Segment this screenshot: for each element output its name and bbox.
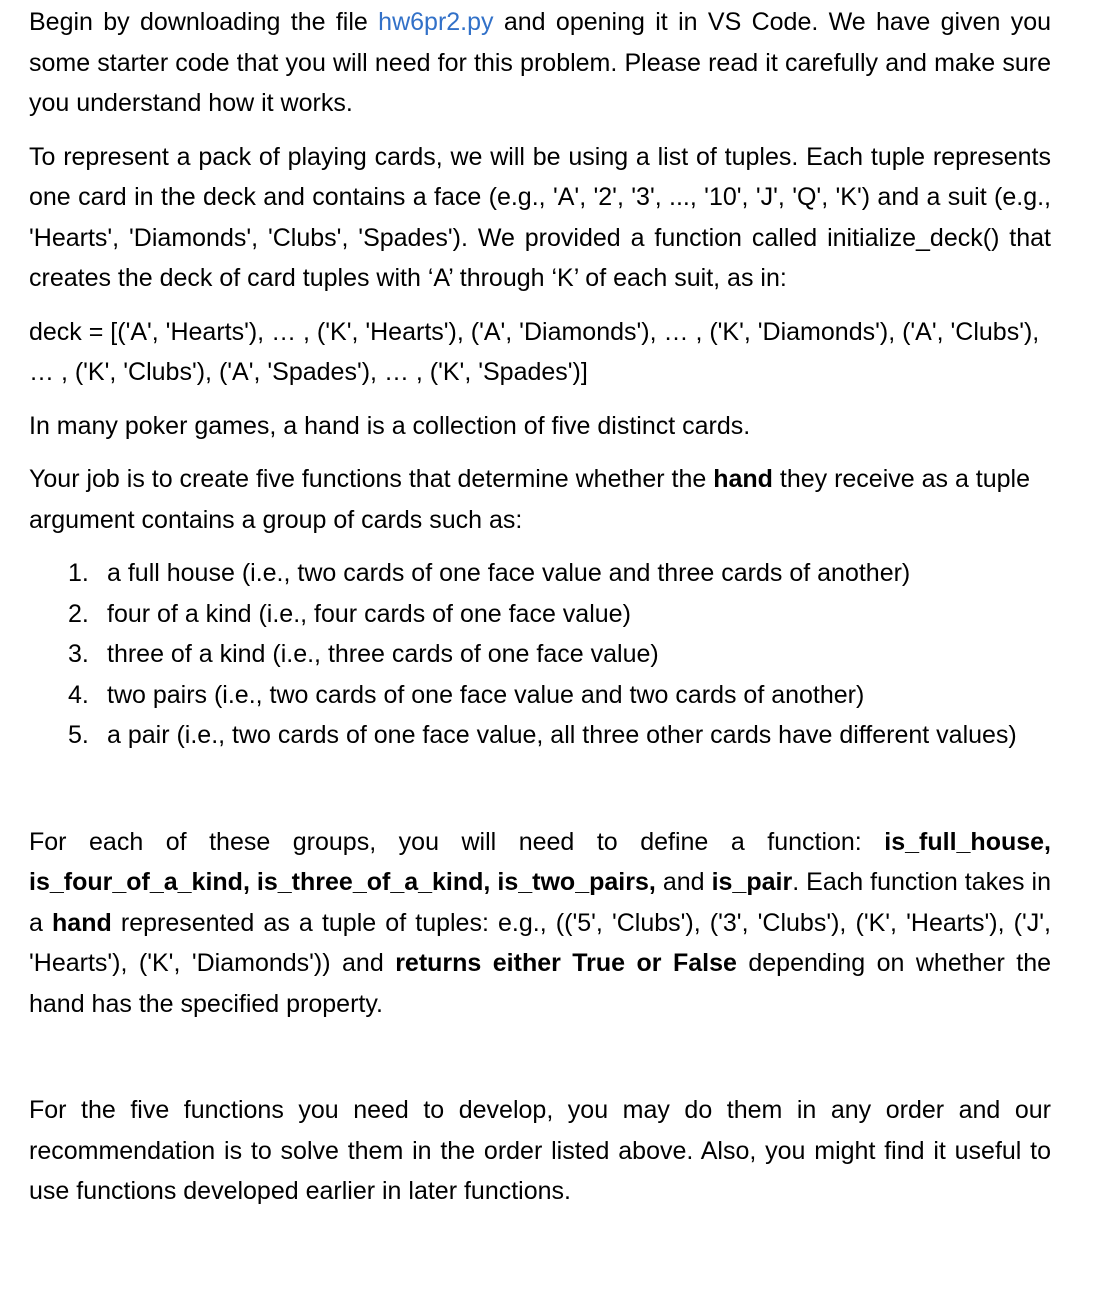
list-item — [29, 675, 1051, 716]
functions-bold-returns: returns either True or False — [395, 949, 737, 977]
intro-paragraph — [29, 2, 1051, 124]
functions-text-5: depending on whether the hand has the specified property. — [29, 949, 1051, 1018]
list-item-number: 4. — [68, 680, 89, 709]
list-item-text: a full house (i.e., two cards of one face value and three cards of another) — [107, 559, 911, 587]
groups-list — [29, 553, 1051, 756]
list-item-number: 1. — [68, 559, 89, 587]
job-text-start: Your job is to create five functions that determine whether the — [29, 465, 714, 493]
functions-bold-is-pair: is_pair — [711, 868, 793, 896]
document-page — [29, 2, 1051, 1212]
representation-paragraph: To represent a pack of playing cards, we will be using a list of tuples. Each tuple represents one card in the deck and contains a face (e.g., 'A', '2', '3', ..., '10', 'J', 'Q', 'K') and a suit (e.g., 'Hearts', 'Diamonds', 'Clubs', 'Spades'). We provided a function called initialize_deck() that creates the deck of card tuples with ‘A’ through ‘K’ of each suit, as in: — [29, 142, 1051, 292]
list-item-text: three of a kind (i.e., three cards of one face value) — [107, 640, 659, 668]
order-paragraph: For the five functions you need to develop, you may do them in any order and our recommendation is to solve them in the order listed above. Also, you might find it useful to use functions developed earlier in later functions. — [29, 1096, 1051, 1205]
functions-bold-hand: hand — [52, 908, 112, 937]
list-item-number: 5. — [68, 721, 89, 749]
functions-bold-names: is_full_house, is_four_of_a_kind, is_three_of_a_kind, is_two_pairs, — [29, 827, 1051, 896]
list-item-text: a pair (i.e., two cards of one face value, all three other cards have different values) — [107, 721, 1017, 749]
poker-hand-paragraph: In many poker games, a hand is a collection of five distinct cards. — [29, 411, 751, 440]
functions-paragraph — [29, 822, 1051, 1025]
list-item — [29, 715, 1051, 756]
list-item-text: two pairs (i.e., two cards of one face value and two cards of another) — [107, 680, 865, 709]
intro-text-start: Begin by downloading the file — [29, 8, 379, 36]
functions-text-2: and — [655, 868, 712, 896]
list-item-text: four of a kind (i.e., four cards of one face value) — [107, 599, 631, 628]
list-item-number: 2. — [68, 599, 89, 628]
functions-text-3: . Each function takes in a — [29, 868, 1052, 937]
list-item — [29, 634, 1051, 675]
job-paragraph — [29, 459, 1051, 540]
list-item-number: 3. — [68, 640, 89, 668]
list-item — [29, 594, 1051, 635]
list-item — [29, 553, 1051, 594]
deck-example: deck = [('A', 'Hearts'), … , ('K', 'Hearts'), ('A', 'Diamonds'), … , ('K', 'Diamonds'), ('A', 'Clubs'), … , ('K', 'Clubs'), ('A', 'Spades'), … , ('K', 'Spades')] — [29, 317, 1040, 386]
functions-text-4: represented as a tuple of tuples: e.g., (('5', 'Clubs'), ('3', 'Clubs'), ('K', 'Hearts'), ('J', 'Hearts'), ('K', 'Diamonds')) and — [29, 908, 1051, 977]
intro-text-end: and opening it in VS Code. We have given you some starter code that you will need for this problem. Please read it carefully and make sure you understand how it works. — [29, 8, 1051, 117]
job-bold-hand: hand — [713, 465, 773, 493]
functions-text-1: For each of these groups, you will need to define a function: — [29, 827, 885, 856]
job-text-end: they receive as a tuple argument contains a group of cards such as: — [29, 465, 1031, 534]
starter-file-link[interactable]: hw6pr2.py — [378, 8, 494, 36]
